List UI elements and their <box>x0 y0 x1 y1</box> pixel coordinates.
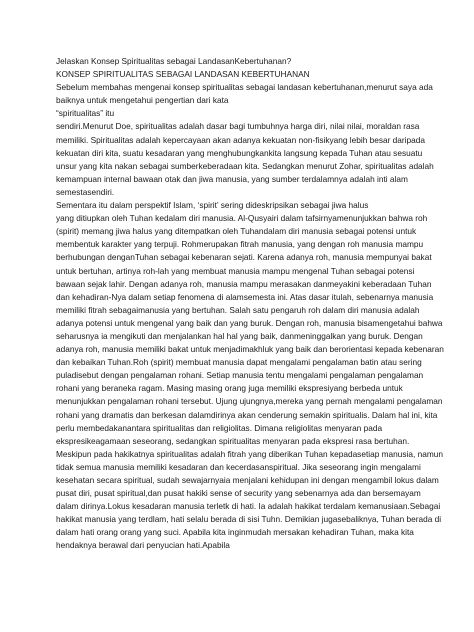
paragraph-definitions: sendiri.Menurut Doe, spiritualitas adalah dasar bagi tumbuhnya harga diri, nilai nilai, moraldan rasa memiliki. Spiritualitas adalah kepercayaan akan adanya kekuatan non-fisikyang lebih besar daripada kekuatan diri kita, suatu kesadaran yang menghubungkankita langsung kepada Tuhan atau sesuatu unsur yang kita nakan sebagai sumberkeberadaan kita. Sedangkan menurut Zohar, spiritualitas adalah kemampuan internal bawaan otak dan jiwa manusia, yang sumber terdalamnya adalah inti alam semestasendiri. <box>56 121 434 197</box>
paragraph-islam-perspective: Sementara itu dalam perspektif Islam, ‘spirit’ sering dideskripsikan sebagai jiwa halus <box>56 200 369 211</box>
intro-paragraph: Sebelum membahas mengenai konsep spiritualitas sebagai landasan kebertuhanan,menurut saya ada baiknya untuk mengetahui pengertian dari kata <box>56 82 433 106</box>
paragraph-spirit-soul: yang ditiupkan oleh Tuhan kedalam diri manusia. Al-Qusyairi dalam tafsirnyamenunjukkan bahwa roh (spirit) memang jiwa halus yang ditempatkan oleh Tuhandalam diri manusia sebagai potensi untuk membentuk karakter yang terpuji. Rohmerupakan fitrah manusia, yang dengan roh manusia mampu berhubungan denganTuhan sebagai kebenaran sejati. Karena adanya roh, manusia mempunyai bakat untuk bertuhan, artinya roh-lah yang membuat manusia mampu mengenal Tuhan sebagai potensi bawaan sejak lahir. Dengan adanya roh, manusia mampu merasakan danmeyakini keberadaan Tuhan dan kehadiran-Nya dalam setiap fenomena di alamsemesta ini. Atas dasar itulah, sebenarnya manusia memiliki fitrah sebagaimanusia yang bertuhan. Salah satu pengaruh roh dalam diri manusia adalah adanya potensi untuk mengenal yang baik dan yang buruk. Dengan roh, manusia bisamengetahui bahwa seharusnya ia mengikuti dan menjalankan hal hal yang baik, danmeninggalkan yang buruk. Dengan adanya roh, manusia memiliki bakat untuk menjadimakhluk yang baik dan berorientasi kepada kebenaran dan kebaikan Tuhan.Roh (spirit) membuat manusia dapat mengalami pengalaman batin atau sering puladisebut dengan pengalaman rohani. Setiap manusia tentu mengalami pengalaman pengalaman rohani yang beraneka ragam. Masing masing orang juga memiliki ekspresiyang berbeda untuk menunjukkan pengalaman rohani tersebut. Ujung ujungnya,mereka yang pernah mengalami pengalaman rohani yang dramatis dan berkesan dalamdirinya akan cenderung semakin spiritualis. Dalam hal ini, kita perlu membedakanantara spiritualitas dan religiolitas. Dimana religiolitas menyaran pada ekspresikeagamaan seseorang, sedangkan spiritualitas menyaran pada ekspresi rasa bertuhan. <box>56 213 444 446</box>
quoted-term: “spiritualitas” itu <box>56 108 115 119</box>
document-heading: KONSEP SPIRITUALITAS SEBAGAI LANDASAN KEBERTUHANAN <box>56 69 310 80</box>
question-line: Jelaskan Konsep Spiritualitas sebagai LandasanKebertuhanan? <box>56 56 292 66</box>
paragraph-heart-awareness: Meskipun pada hakikatnya spiritualitas adalah fitrah yang diberikan Tuhan kepadasetiap manusia, namun tidak semua manusia memiliki kesadaran dan kecerdasanspiritual. Jika seseorang ingin mengalami kesehatan secara spiritual, sudah sewajarnyaia menjalani kehidupan ini dengan mengambil lokus dalam pusat diri, pusat spiritual,dan pusat hakiki sense of security yang sebenarnya ada dan bersemayam dalam dirinya.Lokus kesadaran manusia terletk di hati. Ia adalah hakikat terdalam kemanusiaan.Sebagai hakikat manusia yang terdlam, hati selalu berada di sisi Tuhn. Demikian jugasebaliknya, Tuhan berada di dalam hati orang orang yang suci. Apabila kita inginmudah mersakan kehadiran Tuhan, maka kita hendaknya berawal dari penyucian hati.Apabila <box>56 448 443 551</box>
